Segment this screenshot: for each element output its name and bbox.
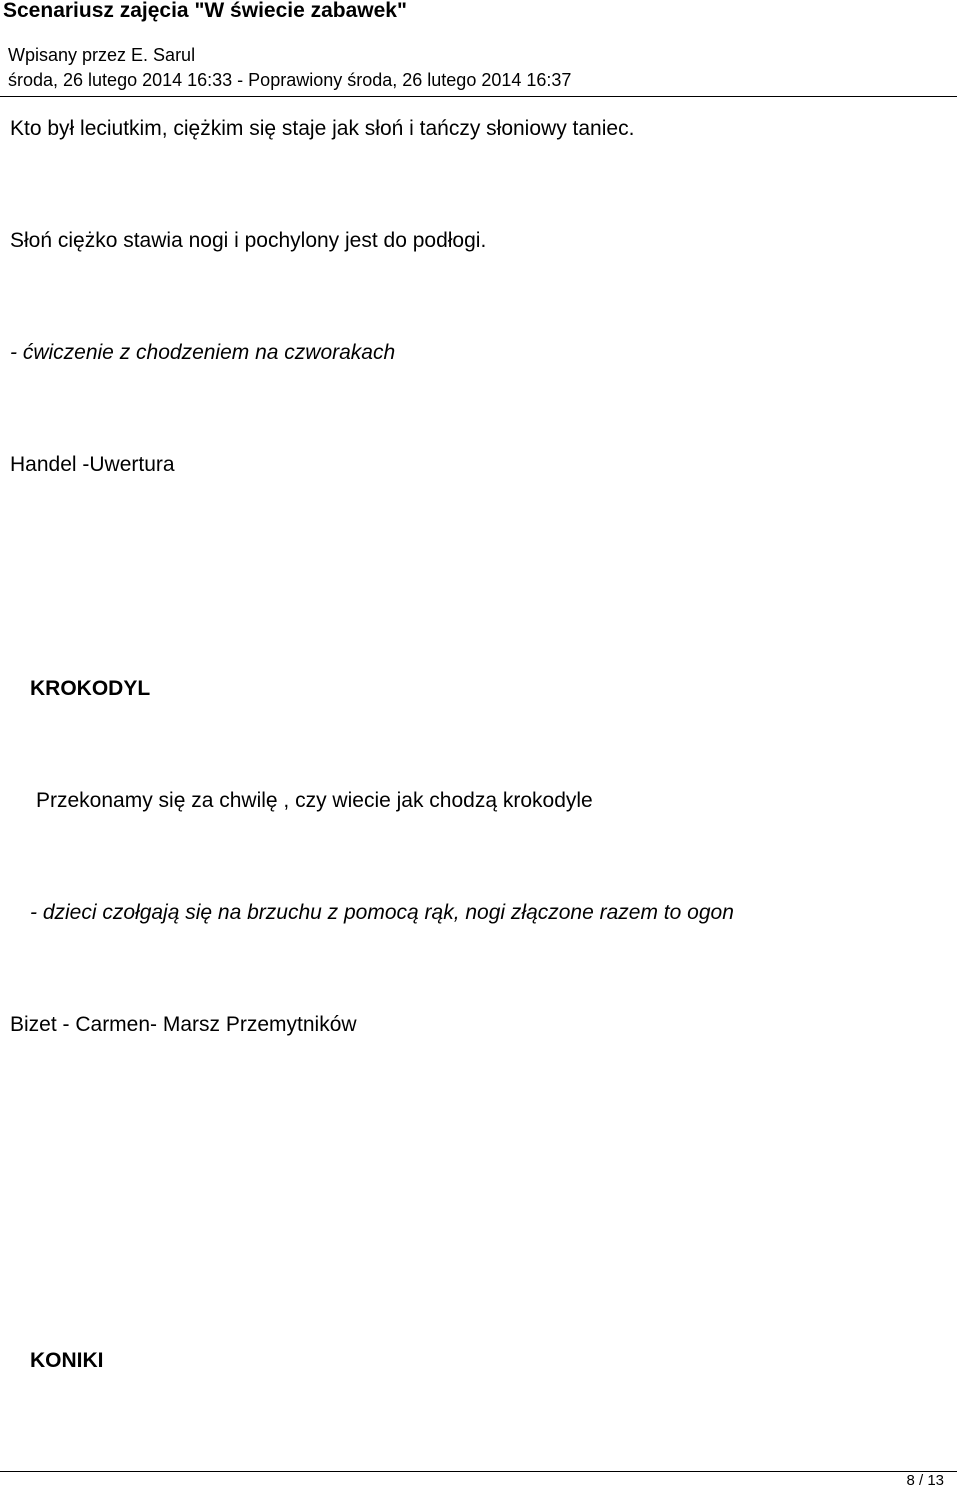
page-number: 8 / 13 [906,1472,944,1489]
footer-rule [0,1471,957,1472]
header-rule [0,96,957,97]
paragraph-music-bizet: Bizet - Carmen- Marsz Przemytników [10,1013,357,1036]
section-heading-krokodyl: KROKODYL [30,677,151,700]
paragraph-elephant-dance: Kto był leciutkim, ciężkim się staje jak słoń i tańczy słoniowy taniec. [10,117,635,140]
paragraph-music-handel: Handel -Uwertura [10,453,175,476]
paragraph-crocodile-intro: Przekonamy się za chwilę , czy wiecie jak chodzą krokodyle [36,789,593,812]
section-heading-koniki: KONIKI [30,1349,104,1372]
page-title: Scenariusz zajęcia "W świecie zabawek" [3,0,407,22]
paragraph-exercise-crawl: - ćwiczenie z chodzeniem na czworakach [10,341,396,364]
paragraph-crocodile-exercise: - dzieci czołgają się na brzuchu z pomocą rąk, nogi złączone razem to ogon [30,901,734,924]
date-line: środa, 26 lutego 2014 16:33 - Poprawiony środa, 26 lutego 2014 16:37 [8,70,572,90]
author-line: Wpisany przez E. Sarul [8,45,196,65]
paragraph-elephant-walk: Słoń ciężko stawia nogi i pochylony jest do podłogi. [10,229,487,252]
